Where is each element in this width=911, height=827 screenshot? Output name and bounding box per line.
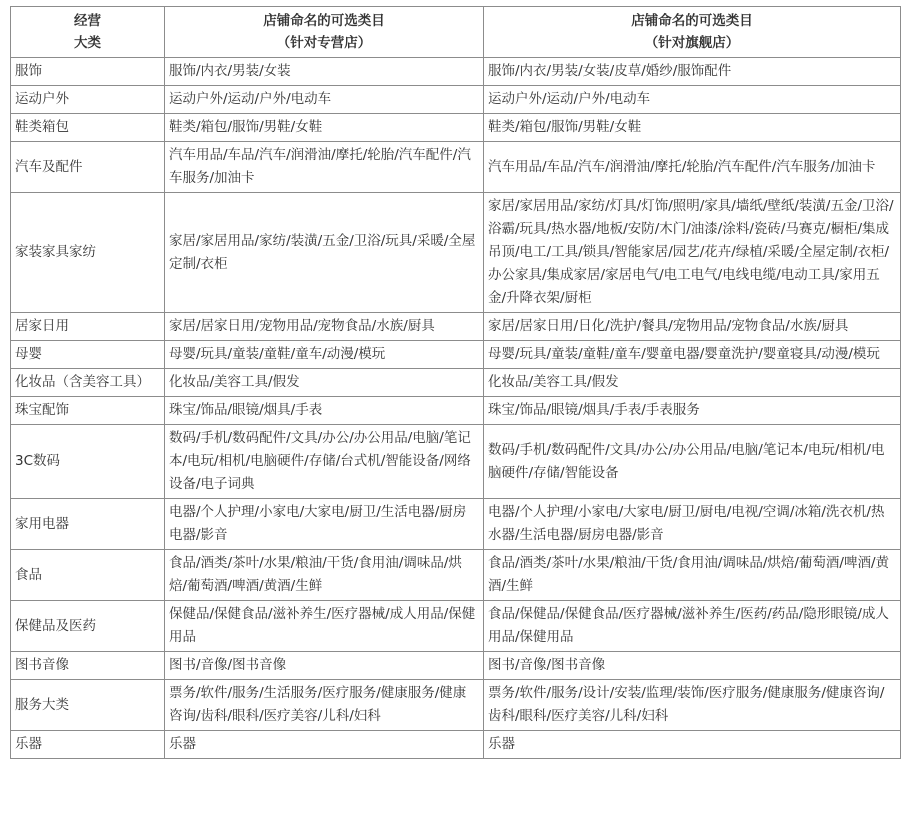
category-cell: 鞋类箱包	[11, 114, 165, 142]
category-cell: 服饰	[11, 58, 165, 86]
header-row	[11, 7, 901, 58]
table-row	[11, 499, 901, 550]
category-cell: 母婴	[11, 341, 165, 369]
header-specialty-store: 店铺命名的可选类目 （针对专营店）	[165, 7, 484, 58]
table-row	[11, 369, 901, 397]
category-cell: 乐器	[11, 731, 165, 759]
category-cell: 家装家具家纺	[11, 193, 165, 313]
specialty-store-cell: 鞋类/箱包/服饰/男鞋/女鞋	[165, 114, 484, 142]
category-table	[10, 6, 901, 759]
table-row	[11, 601, 901, 652]
flagship-store-cell: 化妆品/美容工具/假发	[484, 369, 901, 397]
table-row	[11, 731, 901, 759]
specialty-store-cell: 化妆品/美容工具/假发	[165, 369, 484, 397]
category-cell: 保健品及医药	[11, 601, 165, 652]
header-flagship-store: 店铺命名的可选类目 （针对旗舰店）	[484, 7, 901, 58]
table-row	[11, 313, 901, 341]
specialty-store-cell: 乐器	[165, 731, 484, 759]
flagship-store-cell: 电器/个人护理/小家电/大家电/厨卫/厨电/电视/空调/冰箱/洗衣机/热水器/生活电器/厨房电器/影音	[484, 499, 901, 550]
flagship-store-cell: 家居/居家日用/日化/洗护/餐具/宠物用品/宠物食品/水族/厨具	[484, 313, 901, 341]
specialty-store-cell: 电器/个人护理/小家电/大家电/厨卫/生活电器/厨房电器/影音	[165, 499, 484, 550]
flagship-store-cell: 运动户外/运动/户外/电动车	[484, 86, 901, 114]
category-cell: 服务大类	[11, 680, 165, 731]
table-row	[11, 58, 901, 86]
table-row	[11, 397, 901, 425]
specialty-store-cell: 食品/酒类/茶叶/水果/粮油/干货/食用油/调味品/烘焙/葡萄酒/啤酒/黄酒/生鲜	[165, 550, 484, 601]
specialty-store-cell: 运动户外/运动/户外/电动车	[165, 86, 484, 114]
flagship-store-cell: 数码/手机/数码配件/文具/办公/办公用品/电脑/笔记本/电玩/相机/电脑硬件/存储/智能设备	[484, 425, 901, 499]
table-row	[11, 341, 901, 369]
specialty-store-cell: 票务/软件/服务/生活服务/医疗服务/健康服务/健康咨询/齿科/眼科/医疗美容/儿科/妇科	[165, 680, 484, 731]
flagship-store-cell: 票务/软件/服务/设计/安装/监理/装饰/医疗服务/健康服务/健康咨询/齿科/眼科/医疗美容/儿科/妇科	[484, 680, 901, 731]
table-row	[11, 86, 901, 114]
category-cell: 汽车及配件	[11, 142, 165, 193]
header-category: 经营 大类	[11, 7, 165, 58]
category-cell: 图书音像	[11, 652, 165, 680]
specialty-store-cell: 母婴/玩具/童装/童鞋/童车/动漫/模玩	[165, 341, 484, 369]
category-cell: 3C数码	[11, 425, 165, 499]
category-cell: 运动户外	[11, 86, 165, 114]
specialty-store-cell: 图书/音像/图书音像	[165, 652, 484, 680]
table-row	[11, 425, 901, 499]
specialty-store-cell: 保健品/保健食品/滋补养生/医疗器械/成人用品/保健用品	[165, 601, 484, 652]
flagship-store-cell: 服饰/内衣/男装/女装/皮草/婚纱/服饰配件	[484, 58, 901, 86]
category-cell: 食品	[11, 550, 165, 601]
specialty-store-cell: 家居/居家日用/宠物用品/宠物食品/水族/厨具	[165, 313, 484, 341]
specialty-store-cell: 服饰/内衣/男装/女装	[165, 58, 484, 86]
flagship-store-cell: 母婴/玩具/童装/童鞋/童车/婴童电器/婴童洗护/婴童寝具/动漫/模玩	[484, 341, 901, 369]
table-row	[11, 680, 901, 731]
flagship-store-cell: 珠宝/饰品/眼镜/烟具/手表/手表服务	[484, 397, 901, 425]
flagship-store-cell: 汽车用品/车品/汽车/润滑油/摩托/轮胎/汽车配件/汽车服务/加油卡	[484, 142, 901, 193]
flagship-store-cell: 食品/保健品/保健食品/医疗器械/滋补养生/医药/药品/隐形眼镜/成人用品/保健用品	[484, 601, 901, 652]
category-cell: 家用电器	[11, 499, 165, 550]
specialty-store-cell: 珠宝/饰品/眼镜/烟具/手表	[165, 397, 484, 425]
table-row	[11, 652, 901, 680]
category-cell: 化妆品（含美容工具）	[11, 369, 165, 397]
flagship-store-cell: 乐器	[484, 731, 901, 759]
flagship-store-cell: 家居/家居用品/家纺/灯具/灯饰/照明/家具/墙纸/壁纸/装潢/五金/卫浴/浴霸/玩具/热水器/地板/安防/木门/油漆/涂料/瓷砖/马赛克/橱柜/集成吊顶/电工/工具/锁具/智能家居/园艺/花卉/绿植/采暖/全屋定制/衣柜/办公家具/集成家居/家居电气/电工电气/电线电缆/电动工具/家用五金/升降衣架/厨柜	[484, 193, 901, 313]
specialty-store-cell: 数码/手机/数码配件/文具/办公/办公用品/电脑/笔记本/电玩/相机/电脑硬件/存储/台式机/智能设备/网络设备/电子词典	[165, 425, 484, 499]
table-row	[11, 193, 901, 313]
flagship-store-cell: 鞋类/箱包/服饰/男鞋/女鞋	[484, 114, 901, 142]
table-row	[11, 114, 901, 142]
category-cell: 居家日用	[11, 313, 165, 341]
specialty-store-cell: 汽车用品/车品/汽车/润滑油/摩托/轮胎/汽车配件/汽车服务/加油卡	[165, 142, 484, 193]
table-row	[11, 550, 901, 601]
category-cell: 珠宝配饰	[11, 397, 165, 425]
table-row	[11, 142, 901, 193]
flagship-store-cell: 食品/酒类/茶叶/水果/粮油/干货/食用油/调味品/烘焙/葡萄酒/啤酒/黄酒/生鲜	[484, 550, 901, 601]
flagship-store-cell: 图书/音像/图书音像	[484, 652, 901, 680]
specialty-store-cell: 家居/家居用品/家纺/装潢/五金/卫浴/玩具/采暖/全屋定制/衣柜	[165, 193, 484, 313]
